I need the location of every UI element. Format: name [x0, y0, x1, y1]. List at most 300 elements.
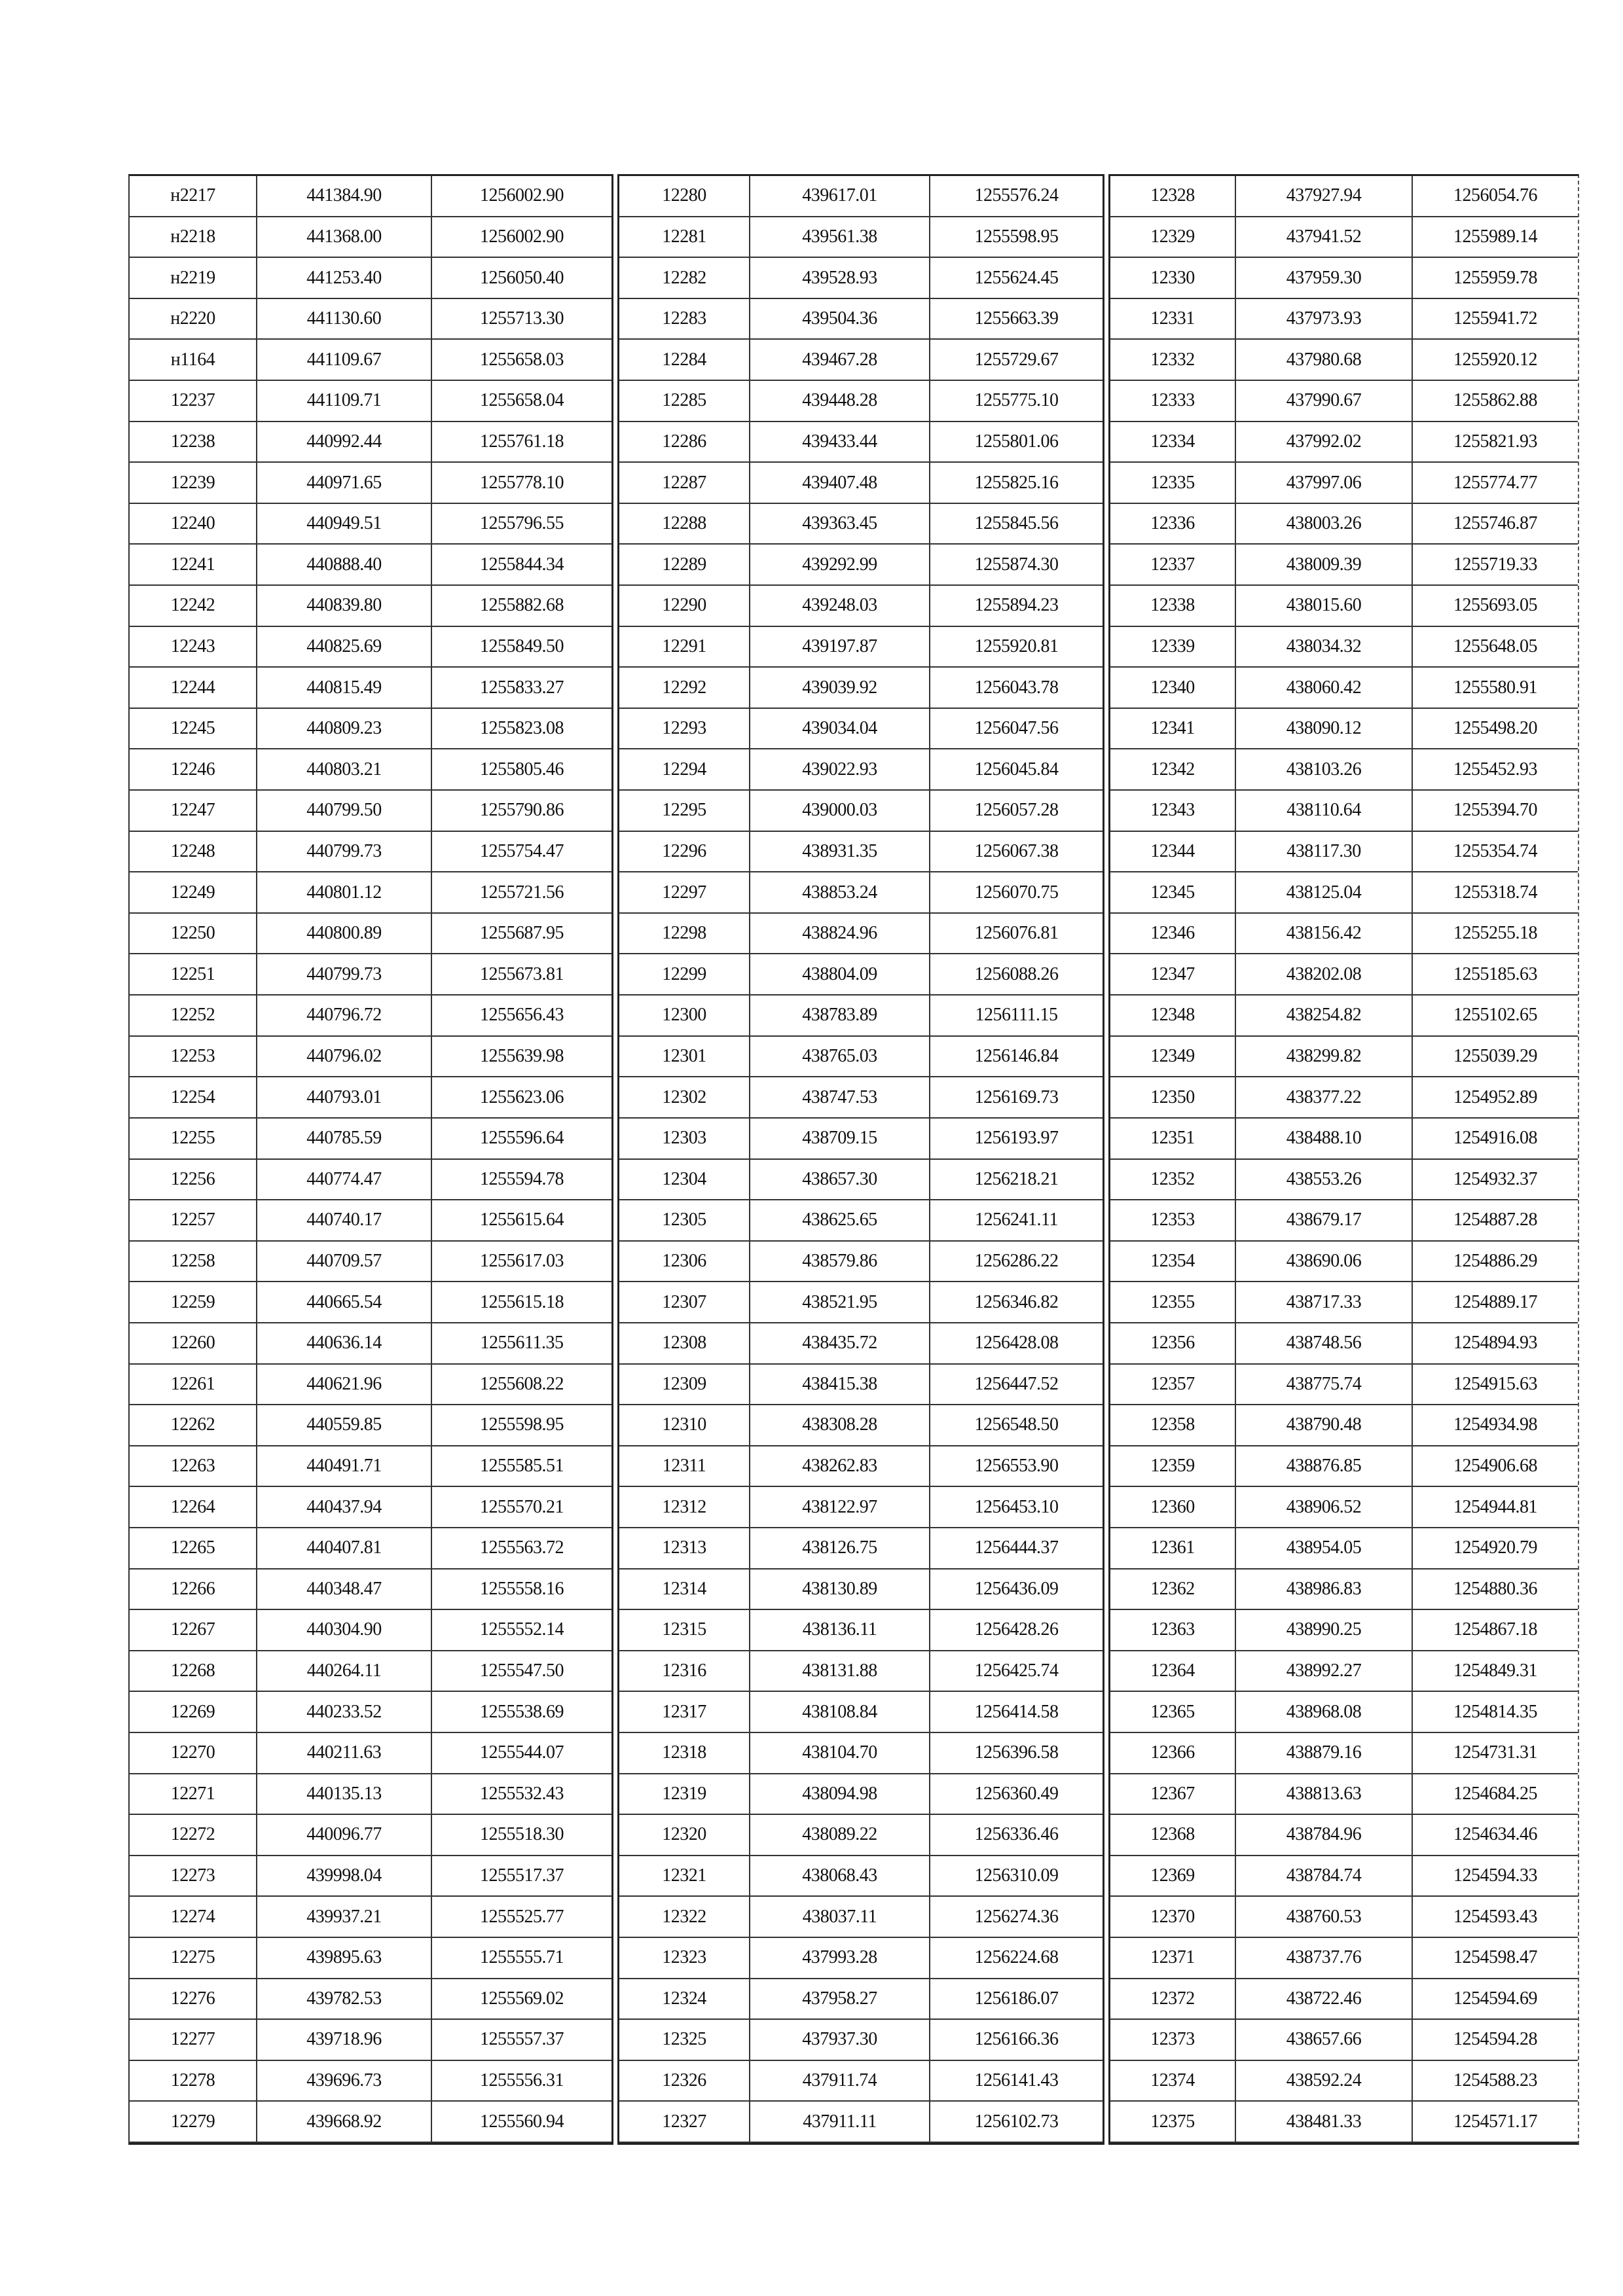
y-coordinate-cell: 1255658.03: [431, 340, 611, 381]
y-coordinate-cell: 1256169.73: [929, 1077, 1103, 1119]
y-coordinate-cell: 1255663.39: [929, 299, 1103, 340]
x-coordinate-cell: 438060.42: [1235, 668, 1412, 709]
y-coordinate-cell: 1256396.58: [929, 1733, 1103, 1774]
y-coordinate-cell: 1255801.06: [929, 422, 1103, 463]
y-coordinate-cell: 1256310.09: [929, 1856, 1103, 1897]
point-number-cell: 12359: [1110, 1446, 1235, 1488]
x-coordinate-cell: 438853.24: [749, 872, 929, 914]
x-coordinate-cell: 440793.01: [256, 1077, 431, 1119]
point-number-cell: 12258: [130, 1242, 256, 1283]
point-number-cell: 12351: [1110, 1119, 1235, 1160]
y-coordinate-cell: 1254886.29: [1412, 1242, 1578, 1283]
y-coordinate-cell: 1256050.40: [431, 258, 611, 299]
point-number-cell: 12314: [619, 1570, 749, 1611]
x-coordinate-cell: 438202.08: [1235, 954, 1412, 996]
x-coordinate-cell: 440135.13: [256, 1774, 431, 1816]
y-coordinate-cell: 1256141.43: [929, 2061, 1103, 2102]
x-coordinate-cell: 438009.39: [1235, 545, 1412, 586]
point-number-cell: 12329: [1110, 217, 1235, 259]
point-number-cell: 12294: [619, 749, 749, 791]
y-coordinate-cell: 1255823.08: [431, 709, 611, 750]
y-coordinate-cell: 1254920.79: [1412, 1528, 1578, 1570]
point-number-cell: 12275: [130, 1938, 256, 1979]
point-number-cell: 12369: [1110, 1856, 1235, 1897]
y-coordinate-cell: 1255585.51: [431, 1446, 611, 1488]
y-coordinate-cell: 1256070.75: [929, 872, 1103, 914]
x-coordinate-cell: 440839.80: [256, 586, 431, 627]
x-coordinate-cell: 440971.65: [256, 463, 431, 504]
x-coordinate-cell: 440785.59: [256, 1119, 431, 1160]
point-number-cell: 12259: [130, 1282, 256, 1323]
x-coordinate-cell: 439617.01: [749, 176, 929, 217]
point-number-cell: 12332: [1110, 340, 1235, 381]
y-coordinate-cell: 1255552.14: [431, 1610, 611, 1651]
point-number-cell: 12346: [1110, 914, 1235, 955]
x-coordinate-cell: 438906.52: [1235, 1487, 1412, 1528]
x-coordinate-cell: 438521.95: [749, 1282, 929, 1323]
y-coordinate-cell: 1256146.84: [929, 1037, 1103, 1078]
x-coordinate-cell: 438130.89: [749, 1570, 929, 1611]
y-coordinate-cell: 1256218.21: [929, 1160, 1103, 1201]
x-coordinate-cell: 437980.68: [1235, 340, 1412, 381]
x-coordinate-cell: 438034.32: [1235, 627, 1412, 668]
point-number-cell: 12279: [130, 2102, 256, 2143]
point-number-cell: 12274: [130, 1897, 256, 1938]
x-coordinate-cell: 440809.23: [256, 709, 431, 750]
point-number-cell: 12262: [130, 1405, 256, 1446]
x-coordinate-cell: 441109.71: [256, 381, 431, 422]
x-coordinate-cell: 440825.69: [256, 627, 431, 668]
x-coordinate-cell: 437993.28: [749, 1938, 929, 1979]
point-number-cell: 12248: [130, 832, 256, 873]
y-coordinate-cell: 1256360.49: [929, 1774, 1103, 1816]
x-coordinate-cell: 440815.49: [256, 668, 431, 709]
y-coordinate-cell: 1256047.56: [929, 709, 1103, 750]
y-coordinate-cell: 1256111.15: [929, 996, 1103, 1037]
y-coordinate-cell: 1256186.07: [929, 1979, 1103, 2020]
x-coordinate-cell: 438783.89: [749, 996, 929, 1037]
point-number-cell: 12305: [619, 1200, 749, 1242]
y-coordinate-cell: 1254814.35: [1412, 1692, 1578, 1733]
x-coordinate-cell: 440709.57: [256, 1242, 431, 1283]
y-coordinate-cell: 1255825.16: [929, 463, 1103, 504]
x-coordinate-cell: 438003.26: [1235, 504, 1412, 545]
x-coordinate-cell: 439561.38: [749, 217, 929, 259]
x-coordinate-cell: 438679.17: [1235, 1200, 1412, 1242]
y-coordinate-cell: 1255623.06: [431, 1077, 611, 1119]
point-number-cell: 12241: [130, 545, 256, 586]
point-number-cell: 12317: [619, 1692, 749, 1733]
x-coordinate-cell: 438813.63: [1235, 1774, 1412, 1816]
x-coordinate-cell: 438415.38: [749, 1365, 929, 1406]
y-coordinate-cell: 1255556.31: [431, 2061, 611, 2102]
point-number-cell: 12326: [619, 2061, 749, 2102]
x-coordinate-cell: 438765.03: [749, 1037, 929, 1078]
y-coordinate-cell: 1255754.47: [431, 832, 611, 873]
y-coordinate-cell: 1255615.18: [431, 1282, 611, 1323]
y-coordinate-cell: 1255656.43: [431, 996, 611, 1037]
x-coordinate-cell: 440304.90: [256, 1610, 431, 1651]
y-coordinate-cell: 1256002.90: [431, 176, 611, 217]
point-number-cell: 12257: [130, 1200, 256, 1242]
x-coordinate-cell: 438094.98: [749, 1774, 929, 1816]
point-number-cell: 12323: [619, 1938, 749, 1979]
y-coordinate-cell: 1255039.29: [1412, 1037, 1578, 1078]
y-coordinate-cell: 1254915.63: [1412, 1365, 1578, 1406]
point-number-cell: 12360: [1110, 1487, 1235, 1528]
x-coordinate-cell: 438968.08: [1235, 1692, 1412, 1733]
x-coordinate-cell: 440796.02: [256, 1037, 431, 1078]
point-number-cell: 12309: [619, 1365, 749, 1406]
point-number-cell: 12293: [619, 709, 749, 750]
x-coordinate-cell: 441368.00: [256, 217, 431, 259]
table-panel-left: [128, 174, 613, 2145]
point-number-cell: 12336: [1110, 504, 1235, 545]
y-coordinate-cell: 1255615.64: [431, 1200, 611, 1242]
x-coordinate-cell: 438254.82: [1235, 996, 1412, 1037]
point-number-cell: 12322: [619, 1897, 749, 1938]
x-coordinate-cell: 437958.27: [749, 1979, 929, 2020]
point-number-cell: 12310: [619, 1405, 749, 1446]
x-coordinate-cell: 438103.26: [1235, 749, 1412, 791]
point-number-cell: 12347: [1110, 954, 1235, 996]
point-number-cell: 12356: [1110, 1323, 1235, 1365]
y-coordinate-cell: 1256045.84: [929, 749, 1103, 791]
x-coordinate-cell: 440992.44: [256, 422, 431, 463]
point-number-cell: 12373: [1110, 2020, 1235, 2061]
point-number-cell: 12331: [1110, 299, 1235, 340]
x-coordinate-cell: 440799.73: [256, 954, 431, 996]
x-coordinate-cell: 438015.60: [1235, 586, 1412, 627]
point-number-cell: 12339: [1110, 627, 1235, 668]
y-coordinate-cell: 1255544.07: [431, 1733, 611, 1774]
y-coordinate-cell: 1255959.78: [1412, 258, 1578, 299]
x-coordinate-cell: 438784.96: [1235, 1815, 1412, 1856]
y-coordinate-cell: 1254867.18: [1412, 1610, 1578, 1651]
y-coordinate-cell: 1255874.30: [929, 545, 1103, 586]
y-coordinate-cell: 1256076.81: [929, 914, 1103, 955]
y-coordinate-cell: 1255560.94: [431, 2102, 611, 2143]
point-number-cell: 12372: [1110, 1979, 1235, 2020]
x-coordinate-cell: 440888.40: [256, 545, 431, 586]
x-coordinate-cell: 439197.87: [749, 627, 929, 668]
point-number-cell: 12353: [1110, 1200, 1235, 1242]
y-coordinate-cell: 1256428.08: [929, 1323, 1103, 1365]
y-coordinate-cell: 1255849.50: [431, 627, 611, 668]
x-coordinate-cell: 440803.21: [256, 749, 431, 791]
x-coordinate-cell: 438657.66: [1235, 2020, 1412, 2061]
point-number-cell: 12264: [130, 1487, 256, 1528]
y-coordinate-cell: 1256166.36: [929, 2020, 1103, 2061]
y-coordinate-cell: 1256088.26: [929, 954, 1103, 996]
x-coordinate-cell: 439448.28: [749, 381, 929, 422]
point-number-cell: 12243: [130, 627, 256, 668]
point-number-cell: н2218: [130, 217, 256, 259]
point-number-cell: 12254: [130, 1077, 256, 1119]
point-number-cell: 12265: [130, 1528, 256, 1570]
y-coordinate-cell: 1255833.27: [431, 668, 611, 709]
point-number-cell: 12245: [130, 709, 256, 750]
x-coordinate-cell: 439000.03: [749, 791, 929, 832]
point-number-cell: 12371: [1110, 1938, 1235, 1979]
y-coordinate-cell: 1255778.10: [431, 463, 611, 504]
x-coordinate-cell: 438824.96: [749, 914, 929, 955]
x-coordinate-cell: 440774.47: [256, 1160, 431, 1201]
x-coordinate-cell: 438122.97: [749, 1487, 929, 1528]
y-coordinate-cell: 1255518.30: [431, 1815, 611, 1856]
point-number-cell: 12343: [1110, 791, 1235, 832]
point-number-cell: 12340: [1110, 668, 1235, 709]
y-coordinate-cell: 1255882.68: [431, 586, 611, 627]
x-coordinate-cell: 440740.17: [256, 1200, 431, 1242]
y-coordinate-cell: 1255845.56: [929, 504, 1103, 545]
point-number-cell: 12297: [619, 872, 749, 914]
x-coordinate-cell: 437973.93: [1235, 299, 1412, 340]
point-number-cell: 12334: [1110, 422, 1235, 463]
point-number-cell: 12273: [130, 1856, 256, 1897]
x-coordinate-cell: 440621.96: [256, 1365, 431, 1406]
point-number-cell: 12271: [130, 1774, 256, 1816]
x-coordinate-cell: 439022.93: [749, 749, 929, 791]
point-number-cell: 12278: [130, 2061, 256, 2102]
point-number-cell: 12281: [619, 217, 749, 259]
y-coordinate-cell: 1255729.67: [929, 340, 1103, 381]
y-coordinate-cell: 1255580.91: [1412, 668, 1578, 709]
y-coordinate-cell: 1256553.90: [929, 1446, 1103, 1488]
y-coordinate-cell: 1254588.23: [1412, 2061, 1578, 2102]
point-number-cell: 12348: [1110, 996, 1235, 1037]
x-coordinate-cell: 440800.89: [256, 914, 431, 955]
y-coordinate-cell: 1254916.08: [1412, 1119, 1578, 1160]
point-number-cell: 12366: [1110, 1733, 1235, 1774]
x-coordinate-cell: 441384.90: [256, 176, 431, 217]
x-coordinate-cell: 440348.47: [256, 1570, 431, 1611]
x-coordinate-cell: 439718.96: [256, 2020, 431, 2061]
x-coordinate-cell: 439696.73: [256, 2061, 431, 2102]
y-coordinate-cell: 1255563.72: [431, 1528, 611, 1570]
point-number-cell: 12285: [619, 381, 749, 422]
point-number-cell: 12333: [1110, 381, 1235, 422]
y-coordinate-cell: 1255790.86: [431, 791, 611, 832]
y-coordinate-cell: 1255598.95: [929, 217, 1103, 259]
point-number-cell: 12358: [1110, 1405, 1235, 1446]
x-coordinate-cell: 438748.56: [1235, 1323, 1412, 1365]
point-number-cell: 12266: [130, 1570, 256, 1611]
y-coordinate-cell: 1255569.02: [431, 1979, 611, 2020]
y-coordinate-cell: 1255532.43: [431, 1774, 611, 1816]
x-coordinate-cell: 438737.76: [1235, 1938, 1412, 1979]
x-coordinate-cell: 438986.83: [1235, 1570, 1412, 1611]
x-coordinate-cell: 437992.02: [1235, 422, 1412, 463]
x-coordinate-cell: 438690.06: [1235, 1242, 1412, 1283]
x-coordinate-cell: 437927.94: [1235, 176, 1412, 217]
x-coordinate-cell: 440801.12: [256, 872, 431, 914]
x-coordinate-cell: 437937.30: [749, 2020, 929, 2061]
point-number-cell: 12242: [130, 586, 256, 627]
x-coordinate-cell: 439363.45: [749, 504, 929, 545]
point-number-cell: 12276: [130, 1979, 256, 2020]
y-coordinate-cell: 1256241.11: [929, 1200, 1103, 1242]
x-coordinate-cell: 438553.26: [1235, 1160, 1412, 1201]
x-coordinate-cell: 438954.05: [1235, 1528, 1412, 1570]
y-coordinate-cell: 1254594.69: [1412, 1979, 1578, 2020]
y-coordinate-cell: 1254634.46: [1412, 1815, 1578, 1856]
y-coordinate-cell: 1254849.31: [1412, 1651, 1578, 1693]
point-number-cell: 12238: [130, 422, 256, 463]
x-coordinate-cell: 437997.06: [1235, 463, 1412, 504]
x-coordinate-cell: 438126.75: [749, 1528, 929, 1570]
point-number-cell: 12287: [619, 463, 749, 504]
point-number-cell: 12247: [130, 791, 256, 832]
x-coordinate-cell: 440211.63: [256, 1733, 431, 1774]
x-coordinate-cell: 439668.92: [256, 2102, 431, 2143]
point-number-cell: 12296: [619, 832, 749, 873]
point-number-cell: 12277: [130, 2020, 256, 2061]
x-coordinate-cell: 438104.70: [749, 1733, 929, 1774]
point-number-cell: 12301: [619, 1037, 749, 1078]
y-coordinate-cell: 1256067.38: [929, 832, 1103, 873]
y-coordinate-cell: 1254594.33: [1412, 1856, 1578, 1897]
point-number-cell: 12374: [1110, 2061, 1235, 2102]
x-coordinate-cell: 438722.46: [1235, 1979, 1412, 2020]
y-coordinate-cell: 1255555.71: [431, 1938, 611, 1979]
point-number-cell: н2219: [130, 258, 256, 299]
point-number-cell: 12244: [130, 668, 256, 709]
point-number-cell: 12295: [619, 791, 749, 832]
x-coordinate-cell: 438784.74: [1235, 1856, 1412, 1897]
y-coordinate-cell: 1255941.72: [1412, 299, 1578, 340]
y-coordinate-cell: 1256444.37: [929, 1528, 1103, 1570]
y-coordinate-cell: 1256193.97: [929, 1119, 1103, 1160]
point-number-cell: 12318: [619, 1733, 749, 1774]
x-coordinate-cell: 438804.09: [749, 954, 929, 996]
y-coordinate-cell: 1255673.81: [431, 954, 611, 996]
x-coordinate-cell: 438299.82: [1235, 1037, 1412, 1078]
y-coordinate-cell: 1255538.69: [431, 1692, 611, 1733]
point-number-cell: 12260: [130, 1323, 256, 1365]
y-coordinate-cell: 1254684.25: [1412, 1774, 1578, 1816]
x-coordinate-cell: 439782.53: [256, 1979, 431, 2020]
y-coordinate-cell: 1256346.82: [929, 1282, 1103, 1323]
y-coordinate-cell: 1254598.47: [1412, 1938, 1578, 1979]
y-coordinate-cell: 1255774.77: [1412, 463, 1578, 504]
point-number-cell: 12311: [619, 1446, 749, 1488]
point-number-cell: 12313: [619, 1528, 749, 1570]
point-number-cell: 12267: [130, 1610, 256, 1651]
point-number-cell: 12272: [130, 1815, 256, 1856]
point-number-cell: 12335: [1110, 463, 1235, 504]
x-coordinate-cell: 440799.50: [256, 791, 431, 832]
point-number-cell: 12355: [1110, 1282, 1235, 1323]
x-coordinate-cell: 440559.85: [256, 1405, 431, 1446]
point-number-cell: 12256: [130, 1160, 256, 1201]
y-coordinate-cell: 1255658.04: [431, 381, 611, 422]
x-coordinate-cell: 438108.84: [749, 1692, 929, 1733]
y-coordinate-cell: 1255894.23: [929, 586, 1103, 627]
y-coordinate-cell: 1255594.78: [431, 1160, 611, 1201]
x-coordinate-cell: 438657.30: [749, 1160, 929, 1201]
x-coordinate-cell: 438879.16: [1235, 1733, 1412, 1774]
x-coordinate-cell: 440491.71: [256, 1446, 431, 1488]
x-coordinate-cell: 440407.81: [256, 1528, 431, 1570]
x-coordinate-cell: 438717.33: [1235, 1282, 1412, 1323]
point-number-cell: 12299: [619, 954, 749, 996]
x-coordinate-cell: 439248.03: [749, 586, 929, 627]
y-coordinate-cell: 1255611.35: [431, 1323, 611, 1365]
point-number-cell: 12240: [130, 504, 256, 545]
x-coordinate-cell: 437941.52: [1235, 217, 1412, 259]
x-coordinate-cell: 438125.04: [1235, 872, 1412, 914]
point-number-cell: н1164: [130, 340, 256, 381]
x-coordinate-cell: 438090.12: [1235, 709, 1412, 750]
point-number-cell: 12328: [1110, 176, 1235, 217]
point-number-cell: 12269: [130, 1692, 256, 1733]
x-coordinate-cell: 438481.33: [1235, 2102, 1412, 2143]
point-number-cell: 12308: [619, 1323, 749, 1365]
y-coordinate-cell: 1256286.22: [929, 1242, 1103, 1283]
point-number-cell: 12365: [1110, 1692, 1235, 1733]
point-number-cell: 12255: [130, 1119, 256, 1160]
x-coordinate-cell: 437990.67: [1235, 381, 1412, 422]
point-number-cell: 12319: [619, 1774, 749, 1816]
x-coordinate-cell: 438579.86: [749, 1242, 929, 1283]
point-number-cell: 12246: [130, 749, 256, 791]
y-coordinate-cell: 1256548.50: [929, 1405, 1103, 1446]
x-coordinate-cell: 437911.11: [749, 2102, 929, 2143]
point-number-cell: 12300: [619, 996, 749, 1037]
point-number-cell: 12251: [130, 954, 256, 996]
point-number-cell: 12315: [619, 1610, 749, 1651]
point-number-cell: 12368: [1110, 1815, 1235, 1856]
y-coordinate-cell: 1255498.20: [1412, 709, 1578, 750]
point-number-cell: 12250: [130, 914, 256, 955]
y-coordinate-cell: 1255761.18: [431, 422, 611, 463]
point-number-cell: 12288: [619, 504, 749, 545]
x-coordinate-cell: 440665.54: [256, 1282, 431, 1323]
y-coordinate-cell: 1255989.14: [1412, 217, 1578, 259]
point-number-cell: 12325: [619, 2020, 749, 2061]
y-coordinate-cell: 1256453.10: [929, 1487, 1103, 1528]
point-number-cell: 12307: [619, 1282, 749, 1323]
point-number-cell: 12284: [619, 340, 749, 381]
point-number-cell: 12350: [1110, 1077, 1235, 1119]
x-coordinate-cell: 438110.64: [1235, 791, 1412, 832]
point-number-cell: 12338: [1110, 586, 1235, 627]
y-coordinate-cell: 1254731.31: [1412, 1733, 1578, 1774]
x-coordinate-cell: 440636.14: [256, 1323, 431, 1365]
table-panel-right: [1108, 174, 1579, 2145]
point-number-cell: 12363: [1110, 1610, 1235, 1651]
y-coordinate-cell: 1255185.63: [1412, 954, 1578, 996]
x-coordinate-cell: 438790.48: [1235, 1405, 1412, 1446]
y-coordinate-cell: 1254593.43: [1412, 1897, 1578, 1938]
x-coordinate-cell: 439292.99: [749, 545, 929, 586]
point-number-cell: 12280: [619, 176, 749, 217]
x-coordinate-cell: 438625.65: [749, 1200, 929, 1242]
point-number-cell: 12268: [130, 1651, 256, 1693]
y-coordinate-cell: 1255394.70: [1412, 791, 1578, 832]
y-coordinate-cell: 1254944.81: [1412, 1487, 1578, 1528]
point-number-cell: 12303: [619, 1119, 749, 1160]
point-number-cell: 12344: [1110, 832, 1235, 873]
x-coordinate-cell: 438876.85: [1235, 1446, 1412, 1488]
y-coordinate-cell: 1256224.68: [929, 1938, 1103, 1979]
x-coordinate-cell: 438377.22: [1235, 1077, 1412, 1119]
x-coordinate-cell: 439504.36: [749, 299, 929, 340]
y-coordinate-cell: 1255844.34: [431, 545, 611, 586]
point-number-cell: 12252: [130, 996, 256, 1037]
point-number-cell: 12345: [1110, 872, 1235, 914]
